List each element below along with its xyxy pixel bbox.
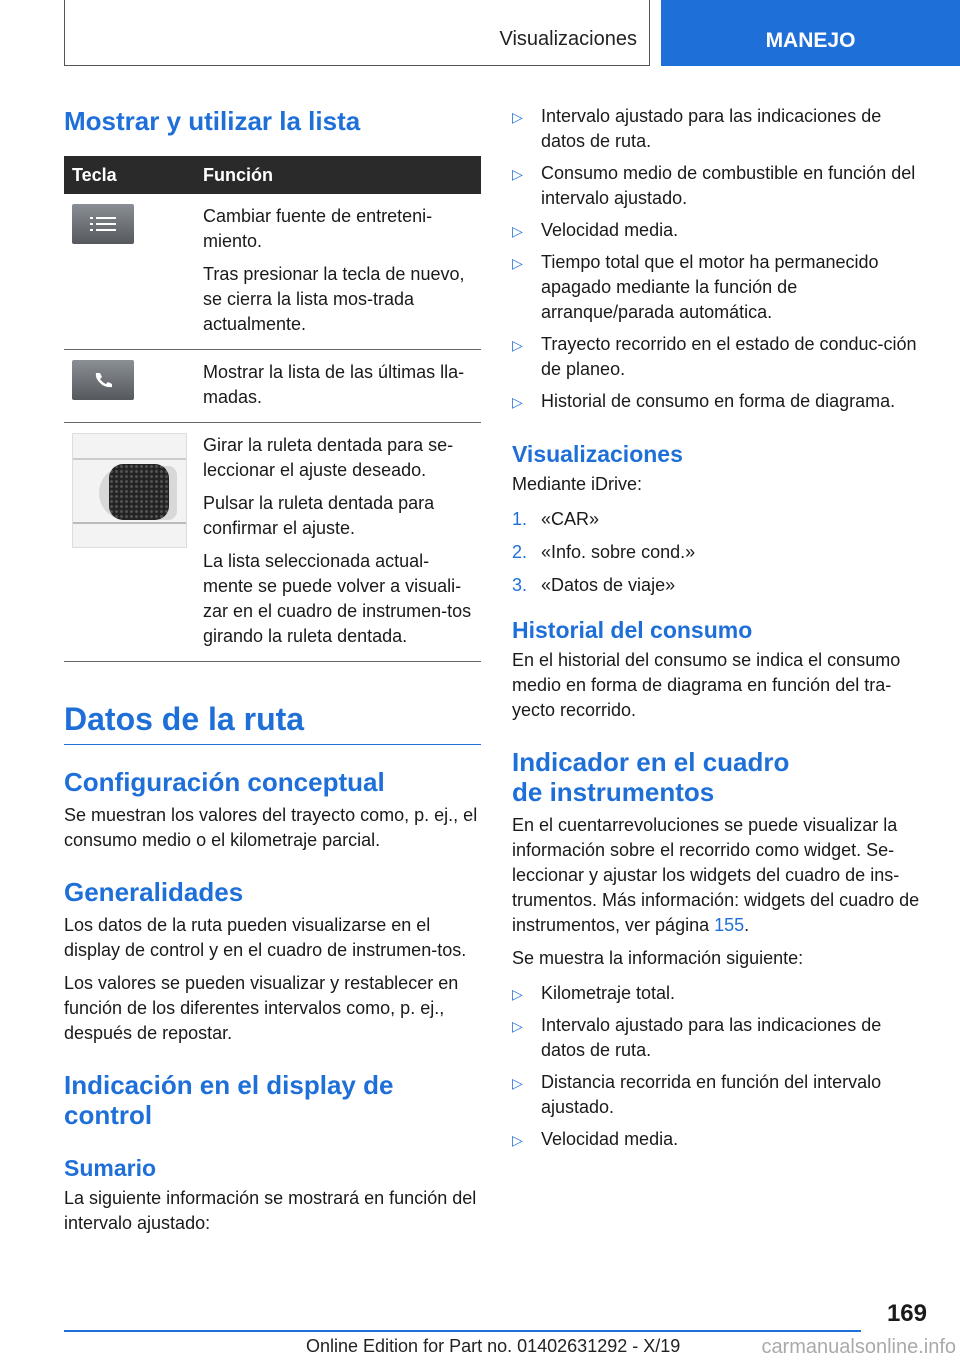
visualizations-heading: Visualizaciones <box>512 441 683 467</box>
footer-edition: Online Edition for Part no. 01402631292 - X/19 <box>306 1336 681 1356</box>
list-item: 2. «Info. sobre cond.» <box>512 542 696 562</box>
history-heading: Historial del consumo <box>512 617 753 643</box>
triangle-bullet-icon: ▷ <box>512 109 523 125</box>
table-cell-function <box>195 194 481 350</box>
triangle-bullet-icon: ▷ <box>512 255 523 271</box>
right-column <box>512 104 928 1159</box>
triangle-bullet-icon: ▷ <box>512 394 523 410</box>
header-chapter-tab: MANEJO <box>661 0 960 66</box>
triangle-bullet-icon: ▷ <box>512 1018 523 1034</box>
phone-icon <box>72 360 134 400</box>
table-row <box>64 194 481 350</box>
list-heading: Mostrar y utilizar la lista <box>64 106 361 136</box>
triangle-bullet-icon: ▷ <box>512 1075 523 1091</box>
triangle-bullet-icon: ▷ <box>512 223 523 239</box>
table-text: Cambiar fuente de entreteni-miento. <box>203 206 433 251</box>
cluster-heading: Indicador en el cuadro de instrumentos <box>512 747 790 807</box>
general-text-2: Los valores se pueden visualizar y restablecer en función de los diferentes intervalos como, p. ej., después de repostar. <box>64 973 459 1043</box>
follow-text: Se muestra la información siguiente: <box>512 948 804 968</box>
table-header-key: Tecla <box>64 156 195 194</box>
table-text: Mostrar la lista de las últimas lla-madas. <box>203 362 465 407</box>
table-header-row <box>64 156 481 194</box>
list-item: ▷ Intervalo ajustado para las indicaciones de datos de ruta. <box>512 1015 882 1060</box>
general-heading: Generalidades <box>64 877 244 907</box>
controller-knob-image <box>72 433 187 548</box>
concept-heading: Configuración conceptual <box>64 767 385 797</box>
table-row <box>64 350 481 423</box>
table-text: Pulsar la ruleta dentada para confirmar el ajuste. <box>203 493 435 538</box>
table-cell-function <box>195 423 481 662</box>
idrive-steps <box>512 507 928 598</box>
left-column <box>64 96 481 1236</box>
display-heading: Indicación en el display de control <box>64 1070 394 1130</box>
key-function-table <box>64 156 481 662</box>
summary-heading: Sumario <box>64 1155 157 1181</box>
list-item: 3. «Datos de viaje» <box>512 575 676 595</box>
watermark: carmanualsonline.info <box>761 1336 956 1358</box>
header-frame <box>64 0 650 66</box>
table-text: Tras presionar la tecla de nuevo, se cierra la lista mos-trada actualmente. <box>203 264 465 334</box>
list-item: ▷ Distancia recorrida en función del intervalo ajustado. <box>512 1072 882 1117</box>
list-item: ▷ Trayecto recorrido en el estado de conduc-ción de planeo. <box>512 334 917 379</box>
table-text: La lista seleccionada actual-mente se puede volver a visuali-zar en el cuadro de instrumen-tos girando la ruleta dentada. <box>203 551 472 646</box>
triangle-bullet-icon: ▷ <box>512 1132 523 1148</box>
concept-text: Se muestran los valores del trayecto como, p. ej., el consumo medio o el kilometraje parcial. <box>64 805 478 850</box>
cluster-text: En el cuentarrevoluciones se puede visualizar la información sobre el recorrido como widget. Se-leccionar y ajustar los widgets del cuadro de ins-trumentos. Más información: widgets del cuadro de instrumentos, ver página 155. <box>512 815 920 935</box>
cluster-bullet-list <box>512 981 928 1152</box>
table-cell-key <box>64 194 195 350</box>
general-text-1: Los datos de la ruta pueden visualizarse en el display de control y en el cuadro de instrumen-tos. <box>64 915 467 960</box>
route-data-title: Datos de la ruta <box>64 700 481 745</box>
table-cell-key <box>64 423 195 662</box>
table-row <box>64 423 481 662</box>
list-item: ▷ Intervalo ajustado para las indicaciones de datos de ruta. <box>512 106 882 151</box>
footer-divider <box>64 1330 861 1332</box>
table-cell-function <box>195 350 481 423</box>
summary-text: La siguiente información se mostrará en función del intervalo ajustado: <box>64 1188 477 1233</box>
info-bullet-list <box>512 104 928 414</box>
page-number: 169 <box>886 1300 927 1327</box>
visualizations-intro: Mediante iDrive: <box>512 474 643 494</box>
list-item: ▷ Tiempo total que el motor ha permanecido apagado mediante la función de arranque/parada automática. <box>512 252 879 322</box>
table-header-function: Función <box>195 156 481 194</box>
list-item: ▷ Kilometraje total. <box>512 981 928 1006</box>
list-icon <box>72 204 134 244</box>
list-item: 1. «CAR» <box>512 509 600 529</box>
list-item: ▷ Consumo medio de combustible en función del intervalo ajustado. <box>512 163 916 208</box>
table-text: Girar la ruleta dentada para se-leccionar el ajuste deseado. <box>203 435 454 480</box>
page-header <box>64 0 960 66</box>
list-item: ▷ Historial de consumo en forma de diagrama. <box>512 389 928 414</box>
triangle-bullet-icon: ▷ <box>512 166 523 182</box>
header-section-title: Visualizaciones <box>499 28 637 50</box>
list-item: ▷ Velocidad media. <box>512 1127 928 1152</box>
triangle-bullet-icon: ▷ <box>512 986 523 1002</box>
triangle-bullet-icon: ▷ <box>512 337 523 353</box>
table-cell-key <box>64 350 195 423</box>
list-item: ▷ Velocidad media. <box>512 218 928 243</box>
history-text: En el historial del consumo se indica el consumo medio en forma de diagrama en función del tra-yecto recorrido. <box>512 650 901 720</box>
page-link[interactable]: 155 <box>714 915 745 935</box>
